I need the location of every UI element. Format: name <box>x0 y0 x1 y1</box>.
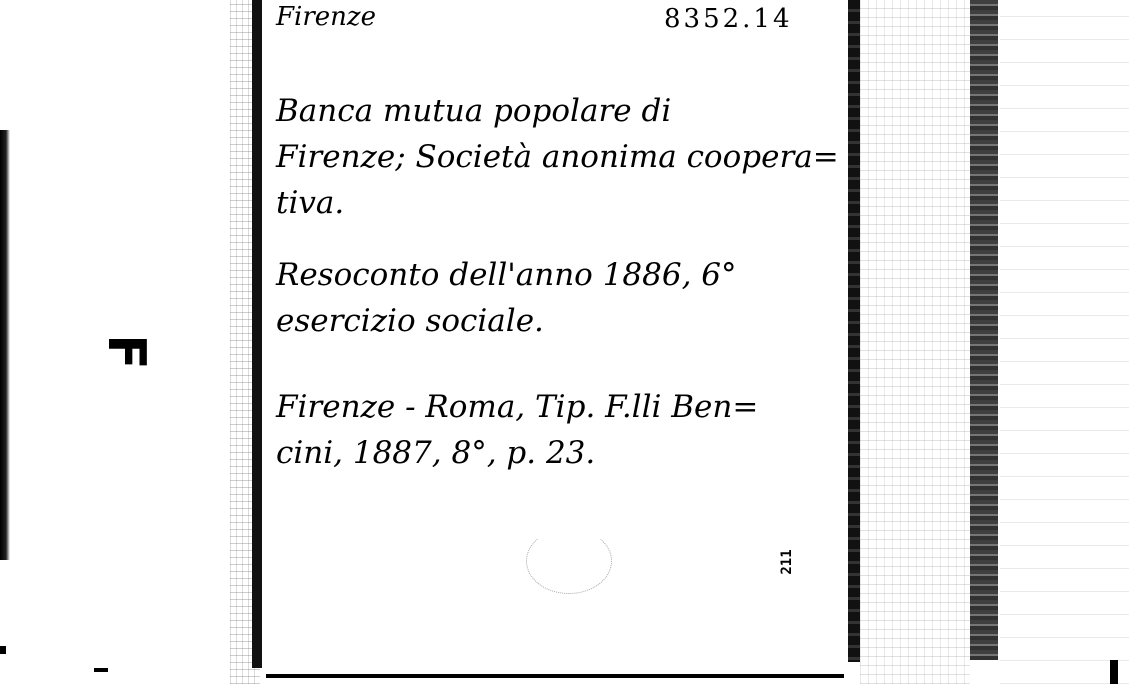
card-bottom-edge <box>266 674 844 678</box>
card-description-block <box>276 252 737 344</box>
card-imprint-block <box>276 384 758 476</box>
imprint-line: Firenze - Roma, Tip. F.lli Ben= <box>276 389 759 425</box>
card-left-border <box>252 0 262 668</box>
scan-noise-far-right <box>1000 0 1129 684</box>
card-title-block <box>276 88 839 226</box>
adjacent-card-edge <box>970 0 998 660</box>
drawer-tab-letter: F <box>96 334 156 370</box>
faint-stamp-outline <box>526 528 612 594</box>
imprint-line: cini, 1887, 8°, p. 23. <box>276 435 596 471</box>
scan-left-edge <box>0 130 10 560</box>
title-line: Firenze; Società anonima coopera= <box>276 139 839 175</box>
description-line: Resoconto dell'anno 1886, 6° <box>276 257 737 293</box>
description-line: esercizio sociale. <box>276 303 544 339</box>
scan-noise-right <box>860 0 970 684</box>
scan-speck <box>94 668 108 672</box>
card-stamp-number: 211 <box>779 549 795 575</box>
title-line: Banca mutua popolare di <box>276 93 672 129</box>
scan-speck <box>0 646 6 654</box>
title-line: tiva. <box>276 185 345 221</box>
card-heading-city: Firenze <box>276 2 377 32</box>
card-shelfmark: 8352.14 <box>664 4 793 34</box>
card-right-border <box>848 0 860 662</box>
scan-speck <box>1110 660 1118 684</box>
